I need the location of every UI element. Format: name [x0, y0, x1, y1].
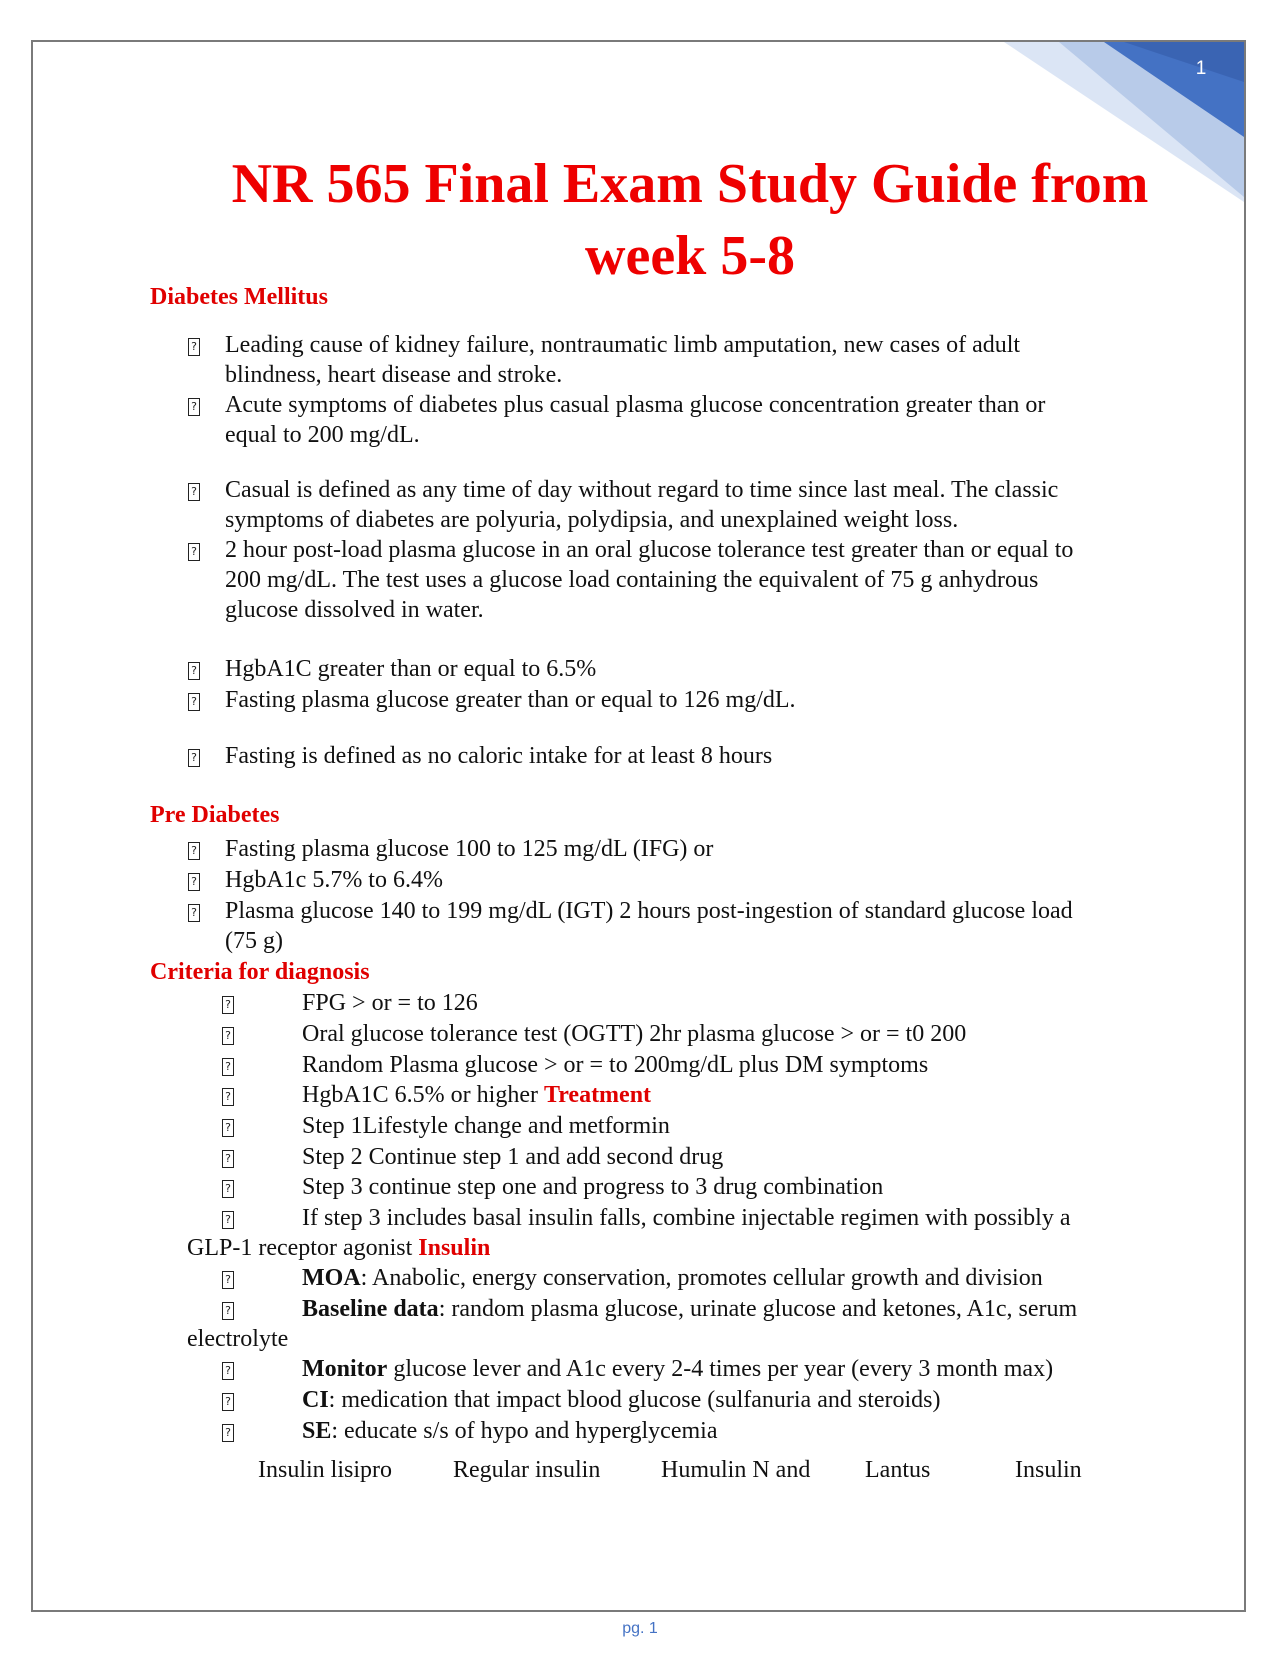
list-item: Leading cause of kidney failure, nontraumatic limb amputation, new cases of adult: [225, 332, 1021, 358]
list-item: Fasting plasma glucose 100 to 125 mg/dL (IFG) or: [225, 836, 714, 862]
baseline-label: Baseline data: [302, 1296, 439, 1322]
glp1-text: GLP-1 receptor agonist: [187, 1235, 413, 1261]
bullet-icon: ?: [222, 1424, 234, 1442]
ci-text: : medication that impact blood glucose (sulfanuria and steroids): [328, 1387, 941, 1413]
bullet-icon: ?: [222, 1271, 234, 1289]
heading-treatment: Treatment: [543, 1082, 652, 1108]
bullet-icon: ?: [188, 483, 200, 501]
bullet-icon: ?: [188, 873, 200, 891]
list-item-cont: blindness, heart disease and stroke.: [225, 362, 563, 388]
list-item: 2 hour post-load plasma glucose in an oral glucose tolerance test greater than or equal to: [225, 537, 1074, 563]
bullet-icon: ?: [222, 1058, 234, 1076]
bullet-icon: ?: [188, 904, 200, 922]
list-item: If step 3 includes basal insulin falls, combine injectable regimen with possibly a: [302, 1205, 1071, 1231]
list-item: Oral glucose tolerance test (OGTT) 2hr plasma glucose > or = t0 200: [302, 1021, 967, 1047]
monitor-label: Monitor: [302, 1356, 388, 1382]
table-header-cell: Insulin: [1015, 1457, 1082, 1483]
list-item-cont: glucose dissolved in water.: [225, 597, 484, 623]
heading-criteria-for-diagnosis: Criteria for diagnosis: [150, 959, 370, 985]
list-item: [302, 1354, 1053, 1384]
bullet-icon: ?: [188, 338, 200, 356]
list-item: Random Plasma glucose > or = to 200mg/dL plus DM symptoms: [302, 1052, 929, 1078]
criteria-hgba1c: HgbA1C 6.5% or higher: [302, 1082, 538, 1108]
list-item: HgbA1C greater than or equal to 6.5%: [225, 656, 597, 682]
list-item-cont: symptoms of diabetes are polyuria, polydipsia, and unexplained weight loss.: [225, 507, 959, 533]
table-header-cell: Insulin lisipro: [258, 1457, 393, 1483]
page-number-top: 1: [1195, 58, 1207, 79]
baseline-text: : random plasma glucose, urinate glucose and ketones, A1c, serum: [438, 1296, 1078, 1322]
ci-label: CI: [302, 1387, 329, 1413]
list-item: Casual is defined as any time of day without regard to time since last meal. The classic: [225, 477, 1059, 503]
bullet-icon: ?: [222, 1393, 234, 1411]
monitor-text: glucose lever and A1c every 2-4 times per year (every 3 month max): [387, 1356, 1054, 1382]
bullet-icon: ?: [222, 1150, 234, 1168]
list-item: Plasma glucose 140 to 199 mg/dL (IGT) 2 hours post-ingestion of standard glucose load: [225, 898, 1073, 924]
bullet-icon: ?: [222, 996, 234, 1014]
list-item: [302, 1263, 1043, 1293]
page-title: [150, 148, 1230, 292]
list-item: [302, 1080, 651, 1110]
list-item: Acute symptoms of diabetes plus casual plasma glucose concentration greater than or: [225, 392, 1046, 418]
moa-text: : Anabolic, energy conservation, promotes cellular growth and division: [360, 1265, 1043, 1291]
moa-label: MOA: [302, 1265, 361, 1291]
title-line-1: NR 565 Final Exam Study Guide from: [231, 153, 1149, 215]
table-header-cell: Humulin N and: [661, 1457, 811, 1483]
bullet-icon: ?: [222, 1362, 234, 1380]
list-item: Step 2 Continue step 1 and add second drug: [302, 1144, 724, 1170]
bullet-icon: ?: [222, 1211, 234, 1229]
bullet-icon: ?: [222, 1119, 234, 1137]
list-item: [302, 1416, 717, 1446]
bullet-icon: ?: [188, 398, 200, 416]
list-item: Step 3 continue step one and progress to 3 drug combination: [302, 1174, 884, 1200]
bullet-icon: ?: [188, 662, 200, 680]
page-footer: pg. 1: [622, 1620, 658, 1637]
list-item-cont: (75 g): [225, 928, 283, 954]
heading-diabetes-mellitus: Diabetes Mellitus: [150, 284, 328, 310]
list-item-cont: electrolyte: [187, 1326, 289, 1352]
bullet-icon: ?: [222, 1302, 234, 1320]
list-item: Fasting plasma glucose greater than or equal to 126 mg/dL.: [225, 687, 796, 713]
se-text: : educate s/s of hypo and hyperglycemia: [331, 1418, 718, 1444]
list-item: Fasting is defined as no caloric intake for at least 8 hours: [225, 743, 773, 769]
list-item: [302, 1294, 1077, 1324]
bullet-icon: ?: [188, 693, 200, 711]
table-header-cell: Lantus: [865, 1457, 931, 1483]
title-line-2: week 5-8: [585, 225, 795, 287]
list-item: Step 1Lifestyle change and metformin: [302, 1113, 670, 1139]
list-item: FPG > or = to 126: [302, 990, 478, 1016]
bullet-icon: ?: [188, 842, 200, 860]
bullet-icon: ?: [188, 749, 200, 767]
list-item-cont: equal to 200 mg/dL.: [225, 422, 420, 448]
list-item: [302, 1385, 941, 1415]
bullet-icon: ?: [222, 1088, 234, 1106]
list-item-cont: [187, 1233, 490, 1263]
bullet-icon: ?: [188, 543, 200, 561]
heading-insulin: Insulin: [418, 1235, 491, 1261]
bullet-icon: ?: [222, 1180, 234, 1198]
bullet-icon: ?: [222, 1027, 234, 1045]
se-label: SE: [302, 1418, 332, 1444]
table-header-cell: Regular insulin: [453, 1457, 601, 1483]
list-item: HgbA1c 5.7% to 6.4%: [225, 867, 443, 893]
heading-pre-diabetes: Pre Diabetes: [150, 802, 280, 828]
list-item-cont: 200 mg/dL. The test uses a glucose load containing the equivalent of 75 g anhydrous: [225, 567, 1039, 593]
